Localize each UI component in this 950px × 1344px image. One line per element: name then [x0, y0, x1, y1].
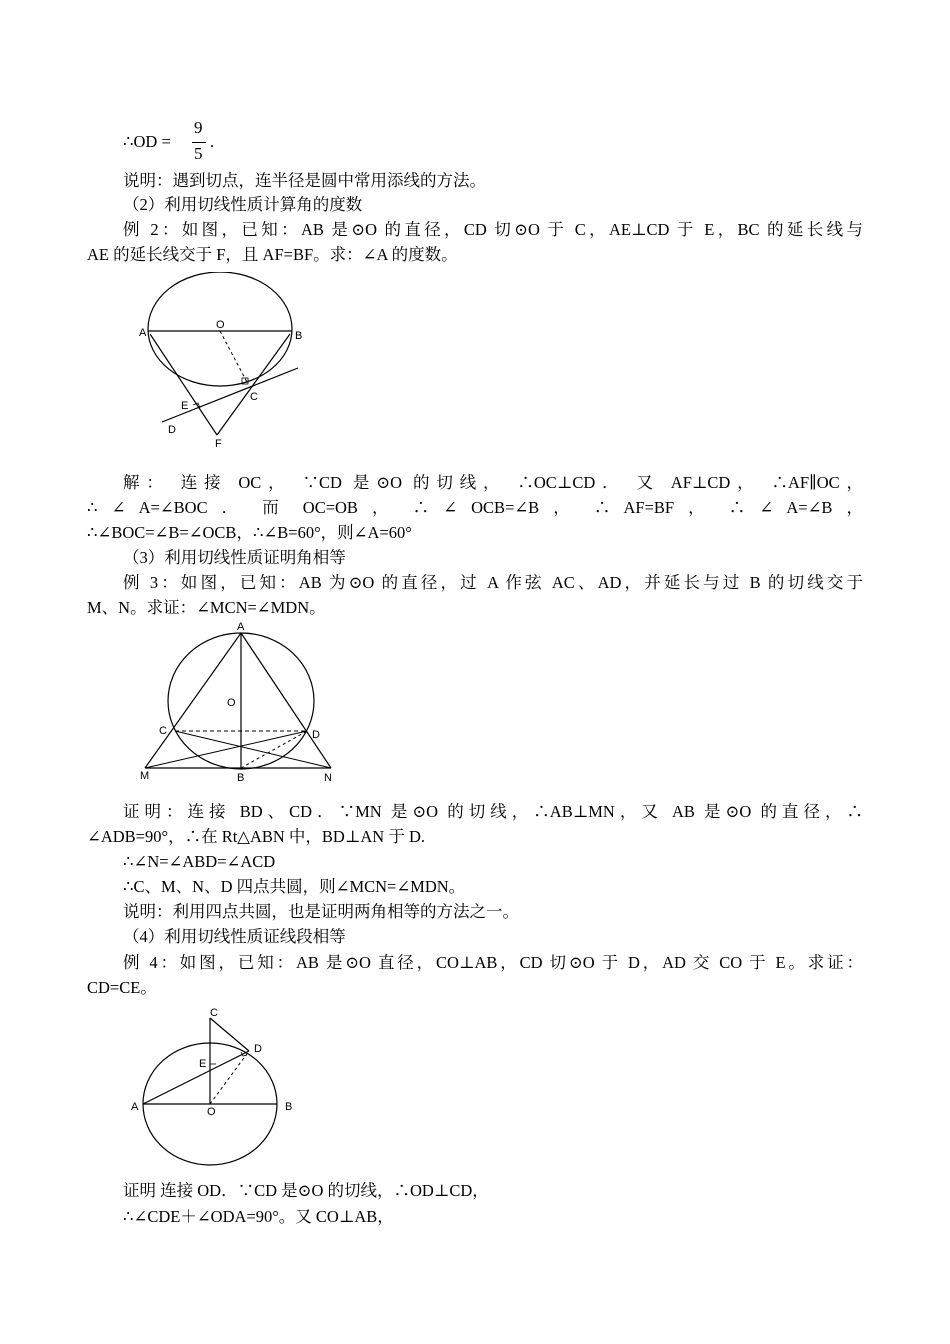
fig2-label-c: C [159, 725, 167, 737]
fraction-bar [192, 142, 206, 143]
fig3-label-a: A [131, 1101, 139, 1113]
example2-line2: AE 的延长线交于 F，且 AF=BF。求：∠A 的度数。 [87, 245, 458, 264]
fig3-label-c: C [210, 1007, 218, 1019]
solution2-line2: ∴ ∠ A=∠BOC ． 而 OC=OB ， ∴ ∠ OCB=∠B ， ∴ AF=BF ， ∴ ∠ A=∠B ， [87, 498, 863, 517]
fraction-denominator: 5 [194, 144, 203, 163]
proof3-line1: 证明：连接 BD、CD．∵MN 是⊙O 的切线，∴AB⊥MN，又 AB 是⊙O 的直径，∴ [123, 802, 863, 821]
solution2-line1: 解： 连接 OC， ∵CD 是⊙O 的切线， ∴OC⊥CD． 又 AF⊥CD， ∴AF∥OC， [123, 473, 863, 492]
fig2-label-d: D [312, 729, 320, 741]
fig2-label-b: B [237, 772, 245, 784]
fig1-label-o: O [216, 319, 225, 331]
section2-heading: （2）利用切线性质计算角的度数 [123, 195, 363, 214]
solution2-line3: ∴∠BOC=∠B=∠OCB，∴∠B=60°，则∠A=60° [87, 523, 412, 542]
fraction-period: . [210, 132, 215, 151]
section3-heading: （3）利用切线性质证明角相等 [123, 548, 346, 567]
fig2-label-n: N [324, 772, 332, 784]
proof4-line2: ∴∠CDE＋∠ODA=90°。又 CO⊥AB， [123, 1207, 394, 1226]
note-four-points: 说明：利用四点共圆，也是证明两角相等的方法之一。 [123, 902, 519, 921]
fig1-label-e: E [181, 400, 189, 412]
fig1-label-f: F [215, 438, 222, 450]
figure-example4 [125, 1000, 305, 1168]
fig3-label-d: D [254, 1043, 262, 1055]
fig3-label-e: E [199, 1058, 207, 1070]
fig2-label-o: O [227, 697, 236, 709]
fig1-label-b: B [295, 330, 303, 342]
figure-example3 [135, 618, 340, 788]
example3-line1: 例 3：如图，已知：AB 为⊙O 的直径，过 A 作弦 AC、AD，并延长与过 B 的切线交于 [123, 573, 863, 592]
therefore-od-text: ∴OD = [123, 132, 171, 151]
fig2-label-a: A [237, 621, 245, 633]
figure-example2 [130, 272, 315, 457]
fig1-label-a: A [139, 327, 147, 339]
example4-line1: 例 4：如图，已知：AB 是⊙O 直径，CO⊥AB，CD 切⊙O 于 D，AD 交 CO 于 E。求证： [123, 953, 863, 972]
note-tangent-radius: 说明：遇到切点，连半径是圆中常用添线的方法。 [123, 171, 486, 190]
fig1-label-d: D [168, 424, 176, 436]
fig1-label-c: C [250, 391, 258, 403]
example2-line1: 例 2：如图，已知：AB 是⊙O 的直径，CD 切⊙O 于 C，AE⊥CD 于 E，BC 的延长线与 [123, 220, 863, 239]
proof4-line1: 证明 连接 OD．∵CD 是⊙O 的切线，∴OD⊥CD， [123, 1181, 489, 1200]
section4-heading: （4）利用切线性质证线段相等 [123, 927, 346, 946]
fig3-label-o: O [207, 1106, 216, 1118]
proof3-line3: ∴∠N=∠ABD=∠ACD [123, 852, 276, 871]
proof3-line2: ∠ADB=90°，∴在 Rt△ABN 中，BD⊥AN 于 D. [87, 827, 425, 846]
example3-line2: M、N。求证：∠MCN=∠MDN。 [87, 598, 326, 617]
proof3-line4: ∴C、M、N、D 四点共圆，则∠MCN=∠MDN。 [123, 877, 466, 896]
example4-line2: CD=CE。 [87, 978, 157, 997]
fig3-label-b: B [285, 1101, 293, 1113]
fraction-numerator: 9 [194, 118, 203, 137]
fig2-label-m: M [140, 770, 150, 782]
